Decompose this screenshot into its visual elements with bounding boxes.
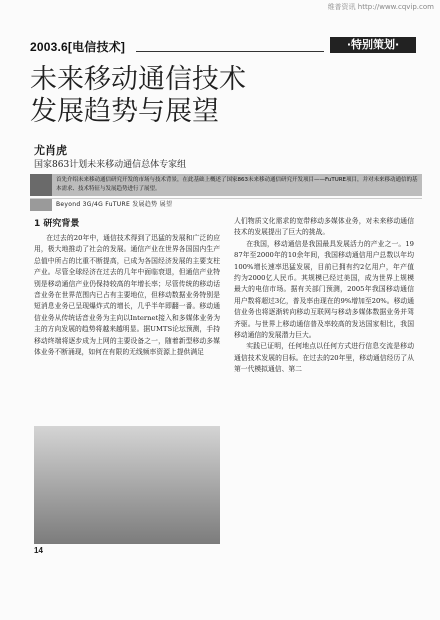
- body-paragraph: 人们物质文化需求的宽带移动多媒体业务，对未来移动通信技术的发展提出了巨大的挑战。: [234, 217, 414, 237]
- site-watermark: 维普资讯 http://www.cqvip.com: [327, 3, 434, 11]
- author-affiliation: 国家863计划未来移动通信总体专家组: [34, 160, 187, 170]
- title-line-1: 未来移动通信技术: [30, 64, 246, 95]
- body-paragraph: 在我国，移动通信是我国最具发展活力的产业之一。1987年至2000年的10余年间，我国移动通信用户总数以年均100%增长速率迅猛发展，目前已拥有约2亿用户，年产值约为2000亿人民币。其规模已经过美国，成为世界上规模最大的电信市场。据有关部门预测，2005年我国移动通信用户数将超过3亿，普及率由现在的9%增加至20%。移动通信业务也将逐渐转向移动互联网与移动多媒体数据业务并驾齐驱。与世界上移动通信普及率较高的发达国家相比，我国移动通信的发展潜力巨大。: [234, 239, 414, 340]
- column-tag: ·特别策划·: [330, 37, 416, 53]
- keywords-marker: [30, 199, 52, 211]
- page-number: 14: [34, 546, 43, 555]
- abstract-box: [30, 174, 422, 196]
- title-line-2: 发展趋势与展望: [30, 96, 219, 127]
- keywords-text: Beyond 3G/4G FuTURE 发展趋势 展望: [56, 201, 173, 208]
- right-column: [234, 216, 414, 376]
- left-column: [34, 216, 220, 358]
- faded-region: [34, 426, 220, 544]
- body-paragraph: 实践已证明，任何地点以任何方式进行信息交流是移动通信技术发展的目标。在过去的20年里，移动通信经历了从第一代模拟通信、第二: [234, 342, 414, 374]
- abstract-marker: [30, 174, 52, 196]
- journal-header: [30, 38, 416, 54]
- issue-label: 2003.6[电信技术]: [30, 40, 126, 54]
- author-name: 尤肖虎: [34, 144, 67, 157]
- header-rule: [136, 51, 324, 52]
- body-paragraph: 在过去的20年中，通信技术得到了迅猛的发展和广泛的应用，极大地推动了社会的发展。通信产业在世界各国国内生产总值中所占的比重不断提高，已成为各国经济发展的主要支柱产业。尽管全球经济在过去的几年中面临衰退，但通信产业特别是移动通信产业仍保持较高的年增长率；尽管传统的移动话音业务在世界范围内已占有主要地位，但移动数据业务特别是短消息业务已呈现爆炸式的增长，几乎半年即翻一番。移动通信业务从传统话音业务为主向以Internet接入和多媒体业务为主的方向发展的趋势将越来越明显。据UMTS论坛预测，手持移动终端将逐步成为上网的主要设备之一，随着新型移动多媒体业务不断涌现，如何在有限的无线频率资源上提供满足: [34, 234, 220, 357]
- abstract-text: 首先介绍未来移动通信研究开发的市场与技术背景，在此基础上概述了国家863未来移动通信研究开发项目——FuTURE项目，并对未来移动通信的基本需求、技术特征与发展趋势进行了展望。: [56, 177, 418, 192]
- article-title: [30, 64, 310, 128]
- keywords-row: [30, 198, 422, 211]
- section-heading: 1 研究背景: [34, 219, 80, 229]
